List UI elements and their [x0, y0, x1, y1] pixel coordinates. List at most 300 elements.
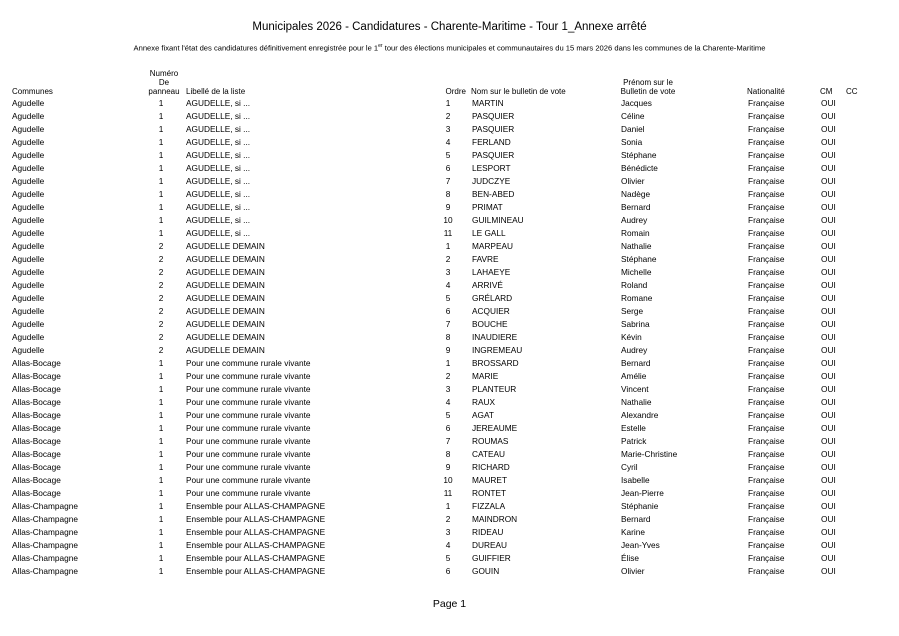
commune-cell: Agudelle: [12, 228, 45, 238]
commune-cell: Agudelle: [12, 267, 45, 277]
panneau-cell: 2: [158, 280, 164, 290]
prenom-cell: Stéphane: [621, 150, 657, 160]
panneau-cell: 2: [158, 241, 164, 251]
document-title: Municipales 2026 - Candidatures - Charente-Maritime - Tour 1_Annexe arrêté: [252, 21, 647, 33]
header-numero-line2: De: [158, 78, 170, 87]
nationalite-cell: Française: [748, 371, 785, 381]
cm-cell: OUI: [821, 488, 836, 498]
table-row: [12, 214, 861, 227]
cm-cell: OUI: [821, 137, 836, 147]
nom-cell: DUREAU: [472, 540, 508, 550]
ordre-cell: 1: [445, 358, 451, 368]
ordre-cell: 4: [445, 137, 451, 147]
subtitle-superscript: er: [378, 43, 383, 49]
commune-cell: Allas-Bocage: [12, 475, 61, 485]
header-prenom: [608, 78, 688, 96]
panneau-cell: 1: [158, 137, 164, 147]
nationalite-cell: Française: [748, 150, 785, 160]
nationalite-cell: Française: [748, 293, 785, 303]
cm-cell: OUI: [821, 111, 836, 121]
table-row: [12, 136, 861, 149]
cm-cell: OUI: [821, 254, 836, 264]
ordre-cell: 1: [445, 98, 451, 108]
spacer-cell: [458, 526, 472, 539]
spacer-cell: [172, 500, 186, 513]
panneau-cell: 1: [158, 397, 164, 407]
header-nationalite: Nationalité: [747, 87, 785, 96]
nationalite-cell: Française: [748, 202, 785, 212]
spacer-cell: [172, 149, 186, 162]
cm-cell: OUI: [821, 501, 836, 511]
nationalite-cell: Française: [748, 358, 785, 368]
spacer-cell: [172, 422, 186, 435]
ordre-cell: 9: [445, 202, 451, 212]
nom-cell: MARIE: [472, 371, 499, 381]
panneau-cell: 1: [158, 215, 164, 225]
commune-cell: Allas-Bocage: [12, 358, 61, 368]
panneau-cell: 2: [158, 345, 164, 355]
nom-cell: MARPEAU: [472, 241, 514, 251]
prenom-cell: Jean-Pierre: [621, 488, 664, 498]
panneau-cell: 1: [158, 124, 164, 134]
table-row: [12, 266, 861, 279]
nationalite-cell: Française: [748, 215, 785, 225]
nationalite-cell: Française: [748, 124, 785, 134]
panneau-cell: 1: [158, 176, 164, 186]
liste-cell: Pour une commune rurale vivante: [186, 449, 311, 459]
spacer-cell: [458, 110, 472, 123]
nationalite-cell: Française: [748, 280, 785, 290]
header-communes: Communes: [12, 87, 53, 96]
nationalite-cell: Française: [748, 514, 785, 524]
panneau-cell: 2: [158, 267, 164, 277]
table-row: [12, 279, 861, 292]
ordre-cell: 6: [445, 566, 451, 576]
liste-cell: AGUDELLE, si ...: [186, 111, 251, 121]
spacer-cell: [458, 487, 472, 500]
table-row: [12, 318, 861, 331]
prenom-cell: Nathalie: [621, 397, 652, 407]
prenom-cell: Romane: [621, 293, 653, 303]
spacer-cell: [172, 539, 186, 552]
table-row: [12, 409, 861, 422]
spacer-cell: [458, 539, 472, 552]
cm-cell: OUI: [821, 332, 836, 342]
nationalite-cell: Française: [748, 345, 785, 355]
panneau-cell: 1: [158, 462, 164, 472]
liste-cell: AGUDELLE, si ...: [186, 137, 251, 147]
nationalite-cell: Française: [748, 189, 785, 199]
liste-cell: AGUDELLE DEMAIN: [186, 254, 265, 264]
spacer-cell: [172, 383, 186, 396]
commune-cell: Agudelle: [12, 202, 45, 212]
spacer-cell: [172, 305, 186, 318]
ordre-cell: 10: [443, 215, 453, 225]
spacer-cell: [458, 292, 472, 305]
spacer-cell: [458, 370, 472, 383]
spacer-cell: [458, 175, 472, 188]
prenom-cell: Bernard: [621, 514, 651, 524]
nom-cell: LAHAEYE: [472, 267, 511, 277]
ordre-cell: 2: [445, 371, 451, 381]
cm-cell: OUI: [821, 384, 836, 394]
spacer-cell: [458, 422, 472, 435]
commune-cell: Allas-Bocage: [12, 397, 61, 407]
nationalite-cell: Française: [748, 540, 785, 550]
ordre-cell: 11: [443, 228, 453, 238]
spacer-cell: [458, 357, 472, 370]
spacer-cell: [172, 253, 186, 266]
spacer-cell: [172, 461, 186, 474]
prenom-cell: Amélie: [621, 371, 647, 381]
liste-cell: AGUDELLE, si ...: [186, 98, 251, 108]
commune-cell: Allas-Champagne: [12, 527, 78, 537]
nom-cell: MARTIN: [472, 98, 504, 108]
prenom-cell: Céline: [621, 111, 645, 121]
header-prenom-line2: Bulletin de vote: [620, 87, 676, 96]
nationalite-cell: Française: [748, 527, 785, 537]
nom-cell: AGAT: [472, 410, 494, 420]
header-cc: CC: [846, 87, 858, 96]
nom-cell: RICHARD: [472, 462, 510, 472]
table-row: [12, 500, 861, 513]
header-nom: Nom sur le bulletin de vote: [471, 87, 566, 96]
spacer-cell: [172, 487, 186, 500]
commune-cell: Agudelle: [12, 98, 45, 108]
liste-cell: AGUDELLE, si ...: [186, 228, 251, 238]
ordre-cell: 8: [445, 189, 451, 199]
cm-cell: OUI: [821, 358, 836, 368]
table-row: [12, 370, 861, 383]
table-row: [12, 331, 861, 344]
liste-cell: Ensemble pour ALLAS-CHAMPAGNE: [186, 501, 326, 511]
prenom-cell: Sabrina: [621, 319, 650, 329]
liste-cell: Pour une commune rurale vivante: [186, 475, 311, 485]
cm-cell: OUI: [821, 423, 836, 433]
liste-cell: AGUDELLE DEMAIN: [186, 241, 265, 251]
liste-cell: AGUDELLE, si ...: [186, 124, 251, 134]
liste-cell: AGUDELLE, si ...: [186, 163, 251, 173]
header-numero-line1: Numéro: [149, 69, 179, 78]
spacer-cell: [172, 292, 186, 305]
nom-cell: PRIMAT: [472, 202, 503, 212]
panneau-cell: 1: [158, 514, 164, 524]
commune-cell: Allas-Bocage: [12, 462, 61, 472]
ordre-cell: 4: [445, 397, 451, 407]
spacer-cell: [458, 266, 472, 279]
spacer-cell: [172, 435, 186, 448]
spacer-cell: [458, 227, 472, 240]
cm-cell: OUI: [821, 202, 836, 212]
cm-cell: OUI: [821, 176, 836, 186]
prenom-cell: Roland: [621, 280, 648, 290]
nationalite-cell: Française: [748, 98, 785, 108]
liste-cell: Pour une commune rurale vivante: [186, 410, 311, 420]
prenom-cell: Bernard: [621, 358, 651, 368]
commune-cell: Agudelle: [12, 124, 45, 134]
spacer-cell: [172, 526, 186, 539]
nom-cell: GOUIN: [472, 566, 500, 576]
commune-cell: Allas-Champagne: [12, 566, 78, 576]
spacer-cell: [172, 331, 186, 344]
header-ordre: Ordre: [445, 87, 466, 96]
nationalite-cell: Française: [748, 423, 785, 433]
nom-cell: JEREAUME: [472, 423, 518, 433]
nom-cell: ARRIVÉ: [472, 280, 503, 290]
cm-cell: OUI: [821, 215, 836, 225]
liste-cell: Pour une commune rurale vivante: [186, 488, 311, 498]
table-row: [12, 227, 861, 240]
prenom-cell: Jacques: [621, 98, 652, 108]
cm-cell: OUI: [821, 228, 836, 238]
nom-cell: FIZZALA: [472, 501, 506, 511]
liste-cell: Ensemble pour ALLAS-CHAMPAGNE: [186, 553, 326, 563]
nom-cell: GUILMINEAU: [472, 215, 524, 225]
spacer-cell: [458, 396, 472, 409]
commune-cell: Agudelle: [12, 137, 45, 147]
liste-cell: AGUDELLE, si ...: [186, 215, 251, 225]
prenom-cell: Alexandre: [621, 410, 659, 420]
spacer-cell: [458, 214, 472, 227]
cm-cell: OUI: [821, 280, 836, 290]
page-number: Page 1: [432, 598, 467, 610]
liste-cell: Pour une commune rurale vivante: [186, 358, 311, 368]
table-row: [12, 461, 861, 474]
cm-cell: OUI: [821, 98, 836, 108]
prenom-cell: Daniel: [621, 124, 645, 134]
nom-cell: PASQUIER: [472, 111, 515, 121]
nom-cell: GUIFFIER: [472, 553, 511, 563]
ordre-cell: 4: [445, 540, 451, 550]
panneau-cell: 2: [158, 254, 164, 264]
prenom-cell: Estelle: [621, 423, 646, 433]
cm-cell: OUI: [821, 449, 836, 459]
nom-cell: PLANTEUR: [472, 384, 517, 394]
spacer-cell: [458, 565, 472, 578]
ordre-cell: 4: [445, 280, 451, 290]
ordre-cell: 7: [445, 319, 451, 329]
spacer-cell: [458, 474, 472, 487]
nom-cell: ROUMAS: [472, 436, 509, 446]
panneau-cell: 1: [158, 566, 164, 576]
nationalite-cell: Française: [748, 267, 785, 277]
commune-cell: Agudelle: [12, 176, 45, 186]
commune-cell: Allas-Bocage: [12, 423, 61, 433]
cm-cell: OUI: [821, 124, 836, 134]
panneau-cell: 1: [158, 488, 164, 498]
nom-cell: RAUX: [472, 397, 496, 407]
ordre-cell: 7: [445, 176, 451, 186]
nationalite-cell: Française: [748, 436, 785, 446]
liste-cell: AGUDELLE DEMAIN: [186, 267, 265, 277]
nationalite-cell: Française: [748, 384, 785, 394]
nationalite-cell: Française: [748, 111, 785, 121]
spacer-cell: [172, 188, 186, 201]
nationalite-cell: Française: [748, 254, 785, 264]
cm-cell: OUI: [821, 527, 836, 537]
commune-cell: Allas-Champagne: [12, 553, 78, 563]
table-row: [12, 175, 861, 188]
spacer-cell: [458, 162, 472, 175]
liste-cell: AGUDELLE DEMAIN: [186, 345, 265, 355]
panneau-cell: 1: [158, 410, 164, 420]
spacer-cell: [458, 136, 472, 149]
liste-cell: AGUDELLE, si ...: [186, 202, 251, 212]
header-numero-panneau: [142, 69, 186, 96]
nationalite-cell: Française: [748, 462, 785, 472]
table-row: [12, 487, 861, 500]
spacer-cell: [172, 227, 186, 240]
table-row: [12, 253, 861, 266]
prenom-cell: Stéphane: [621, 254, 657, 264]
spacer-cell: [172, 201, 186, 214]
ordre-cell: 6: [445, 163, 451, 173]
panneau-cell: 1: [158, 527, 164, 537]
ordre-cell: 3: [445, 124, 451, 134]
nom-cell: BOUCHE: [472, 319, 508, 329]
nationalite-cell: Française: [748, 475, 785, 485]
cm-cell: OUI: [821, 540, 836, 550]
cm-cell: OUI: [821, 267, 836, 277]
header-numero-line3: panneau: [148, 87, 180, 96]
panneau-cell: 1: [158, 501, 164, 511]
liste-cell: Pour une commune rurale vivante: [186, 397, 311, 407]
nationalite-cell: Française: [748, 137, 785, 147]
prenom-cell: Jean-Yves: [621, 540, 660, 550]
table-row: [12, 513, 861, 526]
ordre-cell: 8: [445, 449, 451, 459]
spacer-cell: [172, 136, 186, 149]
ordre-cell: 6: [445, 423, 451, 433]
liste-cell: AGUDELLE DEMAIN: [186, 293, 265, 303]
prenom-cell: Olivier: [621, 176, 645, 186]
commune-cell: Agudelle: [12, 150, 45, 160]
panneau-cell: 1: [158, 384, 164, 394]
table-row: [12, 435, 861, 448]
cm-cell: OUI: [821, 410, 836, 420]
spacer-cell: [458, 97, 472, 110]
liste-cell: AGUDELLE DEMAIN: [186, 306, 265, 316]
panneau-cell: 1: [158, 449, 164, 459]
spacer-cell: [458, 552, 472, 565]
spacer-cell: [172, 240, 186, 253]
table-row: [12, 201, 861, 214]
commune-cell: Agudelle: [12, 189, 45, 199]
subtitle-text-end: tour des élections municipales et communautaires du 15 mars 2026 dans les communes de la Charente-Maritime: [382, 43, 766, 53]
prenom-cell: Karine: [621, 527, 645, 537]
nationalite-cell: Française: [748, 501, 785, 511]
commune-cell: Agudelle: [12, 319, 45, 329]
panneau-cell: 1: [158, 540, 164, 550]
liste-cell: Pour une commune rurale vivante: [186, 384, 311, 394]
spacer-cell: [172, 474, 186, 487]
header-cm: CM: [820, 87, 833, 96]
nom-cell: FERLAND: [472, 137, 511, 147]
prenom-cell: Nadège: [621, 189, 651, 199]
panneau-cell: 1: [158, 475, 164, 485]
nationalite-cell: Française: [748, 241, 785, 251]
panneau-cell: 1: [158, 553, 164, 563]
ordre-cell: 1: [445, 501, 451, 511]
commune-cell: Agudelle: [12, 332, 45, 342]
subtitle-text-start: Annexe fixant l'état des candidatures définitivement enregistrée pour le 1: [133, 43, 379, 53]
document-subtitle: [0, 43, 899, 53]
prenom-cell: Vincent: [621, 384, 649, 394]
liste-cell: AGUDELLE DEMAIN: [186, 280, 265, 290]
panneau-cell: 2: [158, 319, 164, 329]
header-libelle-liste: Libellé de la liste: [186, 87, 246, 96]
commune-cell: Agudelle: [12, 293, 45, 303]
prenom-cell: Isabelle: [621, 475, 650, 485]
cm-cell: OUI: [821, 293, 836, 303]
spacer-cell: [458, 513, 472, 526]
prenom-cell: Cyril: [621, 462, 638, 472]
ordre-cell: 3: [445, 527, 451, 537]
table-row: [12, 162, 861, 175]
panneau-cell: 2: [158, 293, 164, 303]
commune-cell: Allas-Bocage: [12, 371, 61, 381]
commune-cell: Allas-Bocage: [12, 449, 61, 459]
commune-cell: Allas-Bocage: [12, 384, 61, 394]
ordre-cell: 5: [445, 410, 451, 420]
cm-cell: OUI: [821, 345, 836, 355]
panneau-cell: 1: [158, 189, 164, 199]
spacer-cell: [458, 318, 472, 331]
nationalite-cell: Française: [748, 397, 785, 407]
commune-cell: Agudelle: [12, 306, 45, 316]
prenom-cell: Kévin: [621, 332, 642, 342]
cm-cell: OUI: [821, 163, 836, 173]
nationalite-cell: Française: [748, 566, 785, 576]
ordre-cell: 2: [445, 514, 451, 524]
prenom-cell: Marie-Christine: [621, 449, 678, 459]
liste-cell: AGUDELLE, si ...: [186, 189, 251, 199]
ordre-cell: 3: [445, 384, 451, 394]
commune-cell: Agudelle: [12, 241, 45, 251]
ordre-cell: 1: [445, 241, 451, 251]
table-row: [12, 97, 861, 110]
cm-cell: OUI: [821, 553, 836, 563]
nom-cell: BEN-ABED: [472, 189, 515, 199]
liste-cell: Pour une commune rurale vivante: [186, 462, 311, 472]
table-row: [12, 305, 861, 318]
prenom-cell: Olivier: [621, 566, 645, 576]
candidates-table-body: [12, 97, 861, 578]
panneau-cell: 1: [158, 371, 164, 381]
commune-cell: Agudelle: [12, 254, 45, 264]
panneau-cell: 1: [158, 202, 164, 212]
nom-cell: JUDCZYE: [472, 176, 511, 186]
prenom-cell: Stéphanie: [621, 501, 659, 511]
ordre-cell: 5: [445, 293, 451, 303]
cm-cell: OUI: [821, 306, 836, 316]
nom-cell: LE GALL: [472, 228, 506, 238]
liste-cell: Ensemble pour ALLAS-CHAMPAGNE: [186, 540, 326, 550]
ordre-cell: 8: [445, 332, 451, 342]
cm-cell: OUI: [821, 566, 836, 576]
nationalite-cell: Française: [748, 410, 785, 420]
spacer-cell: [172, 279, 186, 292]
spacer-cell: [458, 240, 472, 253]
prenom-cell: Audrey: [621, 345, 648, 355]
prenom-cell: Nathalie: [621, 241, 652, 251]
table-row: [12, 292, 861, 305]
commune-cell: Allas-Champagne: [12, 514, 78, 524]
cm-cell: OUI: [821, 397, 836, 407]
spacer-cell: [172, 396, 186, 409]
spacer-cell: [458, 448, 472, 461]
spacer-cell: [172, 370, 186, 383]
